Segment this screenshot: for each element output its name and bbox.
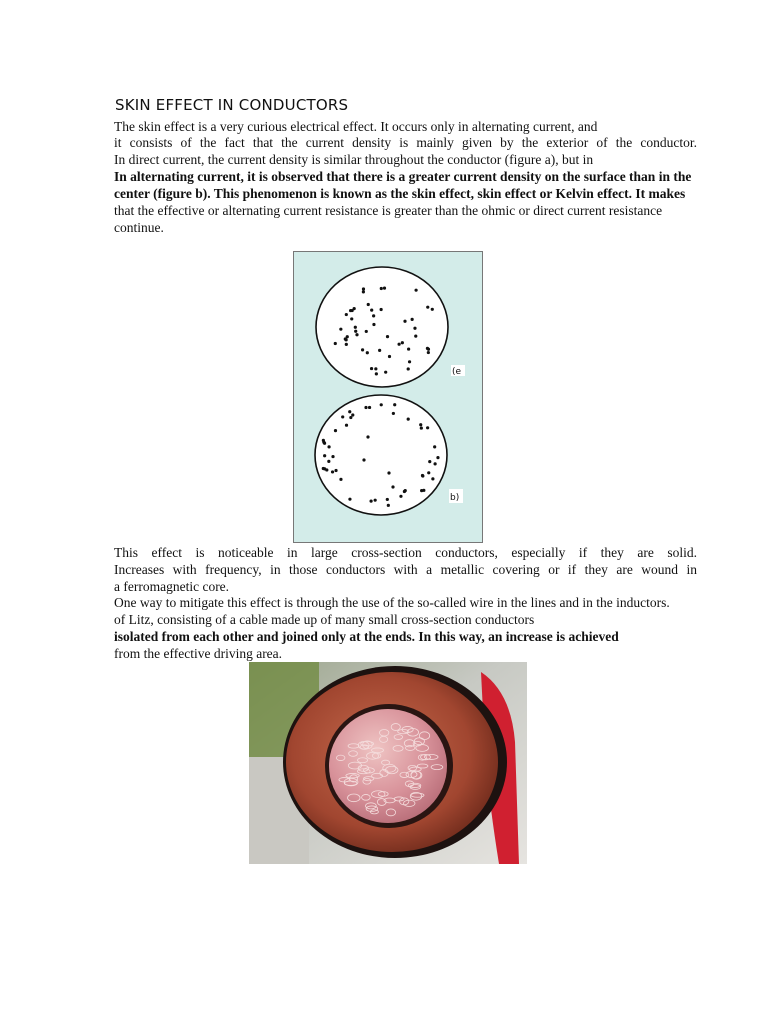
- charge-dot: [349, 309, 352, 312]
- charge-dot: [354, 330, 357, 333]
- charge-dot: [419, 423, 422, 426]
- litz-strands-core: [329, 709, 447, 823]
- figure-label-a: (e: [452, 367, 462, 377]
- conductor-cross-section-ac: [315, 395, 447, 515]
- charge-dot: [372, 314, 375, 317]
- charge-dot: [421, 474, 424, 477]
- charge-dot: [374, 499, 377, 502]
- charge-dot: [345, 338, 348, 341]
- charge-dot: [334, 469, 337, 472]
- charge-dot: [431, 308, 434, 311]
- charge-dot: [354, 326, 357, 329]
- charge-dot: [339, 478, 342, 481]
- paragraph-1-line-5: center (figure b). This phenomenon is known as the skin effect, skin effect or Kelvin effect. It makes: [114, 186, 686, 201]
- paragraph-2-line-3: a ferromagnetic core.: [114, 579, 230, 594]
- charge-dot: [367, 303, 370, 306]
- charge-dot: [392, 412, 395, 415]
- charge-dot: [380, 403, 383, 406]
- charge-dot: [420, 426, 423, 429]
- charge-dot: [388, 355, 391, 358]
- charge-dot: [334, 342, 337, 345]
- paragraph-1-line-1: The skin effect is a very curious electrical effect. It occurs only in alternating current, and: [114, 119, 598, 134]
- paragraph-1-line-3: In direct current, the current density is similar throughout the conductor (figure a), but in: [114, 152, 594, 167]
- charge-dot: [322, 467, 325, 470]
- figure-label-b: b): [450, 493, 460, 503]
- charge-dot: [384, 371, 387, 374]
- charge-dot: [403, 320, 406, 323]
- charge-dot: [427, 348, 430, 351]
- charge-dot: [401, 341, 404, 344]
- charge-dot: [361, 348, 364, 351]
- charge-dot: [413, 327, 416, 330]
- charge-dot: [426, 426, 429, 429]
- charge-dot: [386, 498, 389, 501]
- charge-dot: [414, 335, 417, 338]
- charge-dot: [323, 454, 326, 457]
- paragraph-2-line-4: One way to mitigate this effect is through the use of the so-called wire in the lines and in the inductors.: [114, 595, 670, 610]
- charge-dot: [365, 330, 368, 333]
- charge-dot: [387, 471, 390, 474]
- charge-dot: [427, 471, 430, 474]
- charge-dot: [346, 335, 349, 338]
- charge-dot: [399, 495, 402, 498]
- charge-dot: [325, 468, 328, 471]
- paragraph-1-line-2: it consists of the fact that the current density is mainly given by the exterior of the conductor.: [114, 135, 697, 150]
- charge-dot: [366, 435, 369, 438]
- charge-dot: [341, 415, 344, 418]
- charge-dot: [362, 287, 365, 290]
- charge-dot: [327, 445, 330, 448]
- charge-dot: [348, 410, 351, 413]
- charge-dot: [422, 489, 425, 492]
- charge-dot: [378, 349, 381, 352]
- charge-dot: [374, 367, 377, 370]
- charge-dot: [380, 287, 383, 290]
- charge-dot: [383, 287, 386, 290]
- charge-dot: [397, 343, 400, 346]
- charge-dot: [362, 290, 365, 293]
- paragraph-2-line-1: This effect is noticeable in large cross-section conductors, especially if they are solid.: [114, 545, 697, 560]
- charge-dot: [364, 406, 367, 409]
- page-title: SKIN EFFECT IN CONDUCTORS: [115, 96, 349, 114]
- charge-dot: [366, 351, 369, 354]
- charge-dot: [414, 289, 417, 292]
- charge-dot: [322, 439, 325, 442]
- charge-dot: [380, 308, 383, 311]
- paragraph-2-line-6: isolated from each other and joined only at the ends. In this way, an increase is achieved: [114, 629, 619, 644]
- charge-dot: [370, 367, 373, 370]
- paragraph-2-line-5: of Litz, consisting of a cable made up of many small cross-section conductors: [114, 612, 535, 627]
- charge-dot: [426, 306, 429, 309]
- charge-dot: [334, 429, 337, 432]
- charge-dot: [355, 333, 358, 336]
- charge-dot: [393, 403, 396, 406]
- charge-dot: [408, 360, 411, 363]
- charge-dot: [436, 456, 439, 459]
- charge-dot: [331, 470, 334, 473]
- charge-dot: [362, 458, 365, 461]
- charge-dot: [345, 343, 348, 346]
- paragraph-2-line-2: Increases with frequency, in those conductors with a metallic covering or if they are wound in: [114, 562, 697, 577]
- charge-dot: [339, 328, 342, 331]
- charge-dot: [348, 498, 351, 501]
- paragraph-2-line-7: from the effective driving area.: [114, 646, 283, 661]
- charge-dot: [404, 489, 407, 492]
- charge-dot: [407, 418, 410, 421]
- charge-dot: [350, 317, 353, 320]
- charge-dot: [428, 460, 431, 463]
- charge-dot: [349, 416, 352, 419]
- charge-dot: [351, 413, 354, 416]
- charge-dot: [331, 455, 334, 458]
- charge-dot: [368, 406, 371, 409]
- charge-dot: [407, 347, 410, 350]
- charge-dot: [411, 318, 414, 321]
- charge-dot: [431, 477, 434, 480]
- litz-cable-photo: [249, 662, 527, 864]
- charge-dot: [370, 309, 373, 312]
- charge-dot: [407, 367, 410, 370]
- charge-dot: [427, 351, 430, 354]
- charge-dot: [387, 504, 390, 507]
- paragraph-1-line-6: that the effective or alternating current resistance is greater than the ohmic or direct current resistance: [114, 203, 663, 218]
- charge-dot: [353, 307, 356, 310]
- current-density-figure: [293, 251, 483, 543]
- charge-dot: [345, 424, 348, 427]
- charge-dot: [372, 323, 375, 326]
- charge-dot: [345, 313, 348, 316]
- charge-dot: [434, 462, 437, 465]
- charge-dot: [433, 445, 436, 448]
- conductor-cross-section-dc: [316, 267, 448, 387]
- charge-dot: [391, 485, 394, 488]
- charge-dot: [327, 460, 330, 463]
- paragraph-1-line-7: continue.: [114, 220, 164, 235]
- charge-dot: [375, 372, 378, 375]
- charge-dot: [369, 500, 372, 503]
- paragraph-1-line-4: In alternating current, it is observed that there is a greater current density on the surface than in the: [114, 169, 692, 184]
- charge-dot: [386, 335, 389, 338]
